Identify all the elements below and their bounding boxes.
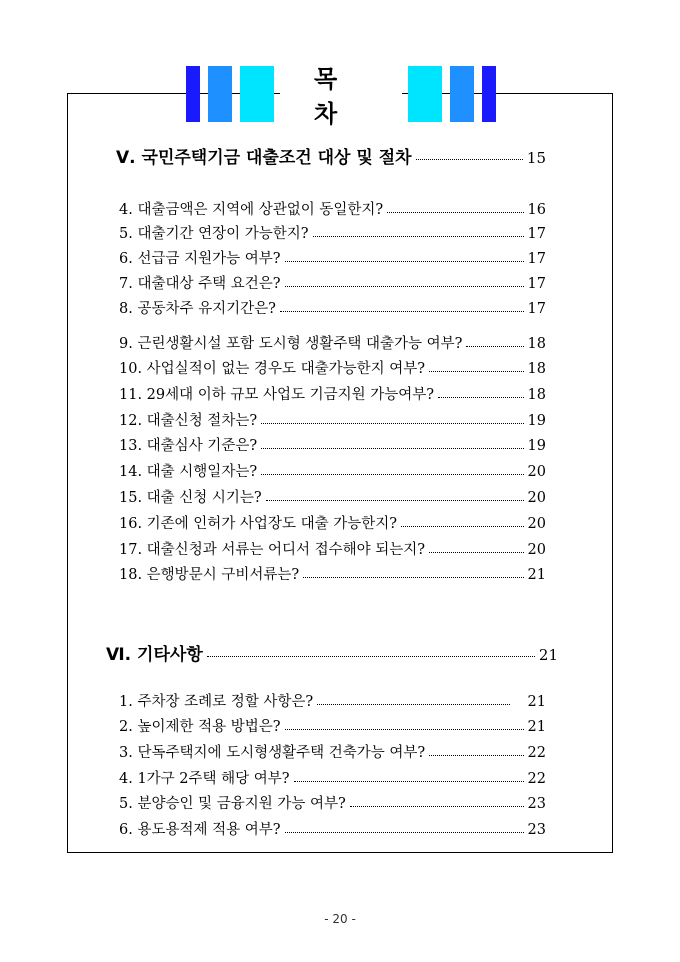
item-page: 17 <box>527 226 546 242</box>
item-label: 6. 용도용적제 적용 여부? <box>119 822 281 838</box>
item-label: 7. 대출대상 주택 요건은? <box>119 276 281 292</box>
toc-item[interactable] <box>119 409 546 430</box>
leader-dots <box>261 448 523 449</box>
toc-item[interactable] <box>119 332 546 353</box>
item-label: 17. 대출신청과 서류는 어디서 접수해야 되는지? <box>119 542 426 558</box>
toc-item[interactable] <box>119 247 546 268</box>
item-label: 10. 사업실적이 없는 경우도 대출가능한지 여부? <box>119 361 426 377</box>
item-page: 20 <box>527 516 546 532</box>
item-label: 5. 분양승인 및 금융지원 가능 여부? <box>119 796 346 812</box>
leader-dots <box>303 577 523 578</box>
toc-item[interactable] <box>119 297 546 318</box>
toc-item[interactable] <box>119 383 546 404</box>
item-label: 1. 주차장 조례로 정할 사항은? <box>119 694 314 710</box>
section-page: 21 <box>538 646 558 664</box>
item-label: 3. 단독주택지에 도시형생활주택 건축가능 여부? <box>119 745 426 761</box>
item-page: 18 <box>527 336 546 352</box>
toc-item[interactable] <box>119 792 546 813</box>
item-page: 19 <box>527 413 546 429</box>
item-page: 17 <box>527 251 546 267</box>
toc-item[interactable] <box>119 460 546 481</box>
leader-dots <box>416 159 523 160</box>
section-label: Ⅵ. 기타사항 <box>106 645 203 665</box>
item-label: 16. 기존에 인허가 사업장도 대출 가능한지? <box>119 516 397 532</box>
header-bar-left-3 <box>240 66 274 122</box>
item-page: 21 <box>527 694 546 710</box>
header-bar-left-2 <box>208 66 232 122</box>
leader-dots <box>261 474 523 475</box>
item-page: 20 <box>527 542 546 558</box>
header-bar-right-1 <box>408 66 442 122</box>
item-page: 20 <box>527 490 546 506</box>
leader-dots <box>317 704 509 705</box>
item-label: 13. 대출심사 기준은? <box>119 438 258 454</box>
page-title: 목 차 <box>280 66 402 122</box>
item-page: 22 <box>527 745 546 761</box>
section-page: 15 <box>526 149 546 167</box>
item-label: 9. 근린생활시설 포함 도시형 생활주택 대출가능 여부? <box>119 336 463 352</box>
item-page: 16 <box>527 202 546 218</box>
toc-item[interactable] <box>119 767 546 788</box>
toc-item[interactable] <box>119 741 546 762</box>
toc-item[interactable] <box>119 512 546 533</box>
leader-dots <box>401 526 524 527</box>
leader-dots <box>429 371 524 372</box>
item-label: 14. 대출 시행일자는? <box>119 464 258 480</box>
item-label: 12. 대출신청 절차는? <box>119 413 258 429</box>
toc-item[interactable] <box>119 563 546 584</box>
item-page: 21 <box>527 567 546 583</box>
leader-dots <box>285 261 524 262</box>
leader-dots <box>261 423 523 424</box>
item-label: 15. 대출 신청 시기는? <box>119 490 262 506</box>
item-page: 22 <box>527 771 546 787</box>
toc-item[interactable] <box>119 198 546 219</box>
item-label: 5. 대출기간 연장이 가능한지? <box>119 226 309 242</box>
item-page: 18 <box>527 361 546 377</box>
item-label: 4. 대출금액은 지역에 상관없이 동일한지? <box>119 202 384 218</box>
toc-item[interactable] <box>119 272 546 293</box>
leader-dots <box>438 397 523 398</box>
leader-dots <box>294 781 524 782</box>
leader-dots <box>387 212 523 213</box>
item-label: 4. 1가구 2주택 해당 여부? <box>119 771 290 787</box>
header-bar-right-3 <box>482 66 496 122</box>
leader-dots <box>429 552 524 553</box>
item-page: 20 <box>527 464 546 480</box>
item-label: 2. 높이제한 적용 방법은? <box>119 719 281 735</box>
leader-dots <box>285 729 524 730</box>
item-label: 18. 은행방문시 구비서류는? <box>119 567 300 583</box>
item-label: 8. 공동차주 유지기간은? <box>119 301 276 317</box>
leader-dots <box>313 236 524 237</box>
toc-section-5[interactable] <box>116 143 546 168</box>
toc-item[interactable] <box>119 222 546 243</box>
header-bar-left-1 <box>186 66 200 122</box>
toc-item[interactable] <box>119 818 546 839</box>
item-page: 23 <box>527 822 546 838</box>
toc-item[interactable] <box>119 486 546 507</box>
item-page: 21 <box>527 719 546 735</box>
header-bar-right-2 <box>450 66 474 122</box>
section-label: Ⅴ. 국민주택기금 대출조건 대상 및 절차 <box>116 148 412 168</box>
toc-item[interactable] <box>119 357 546 378</box>
toc-item[interactable] <box>119 690 546 711</box>
leader-dots <box>280 311 524 312</box>
toc-item[interactable] <box>119 434 546 455</box>
leader-dots <box>285 832 524 833</box>
leader-dots <box>429 755 523 756</box>
item-page: 17 <box>527 301 546 317</box>
item-label: 6. 선급금 지원가능 여부? <box>119 251 281 267</box>
page-number: - 20 - <box>324 912 356 926</box>
leader-dots <box>266 500 524 501</box>
item-label: 11. 29세대 이하 규모 사업도 기금지원 가능여부? <box>119 387 435 403</box>
item-page: 23 <box>527 796 546 812</box>
item-page: 17 <box>527 276 546 292</box>
toc-item[interactable] <box>119 538 546 559</box>
leader-dots <box>207 656 535 657</box>
toc-section-6[interactable] <box>106 640 558 665</box>
toc-header <box>186 65 496 128</box>
leader-dots <box>466 346 523 347</box>
item-page: 18 <box>527 387 546 403</box>
leader-dots <box>350 806 524 807</box>
item-page: 19 <box>527 438 546 454</box>
toc-item[interactable] <box>119 715 546 736</box>
leader-dots <box>285 286 524 287</box>
